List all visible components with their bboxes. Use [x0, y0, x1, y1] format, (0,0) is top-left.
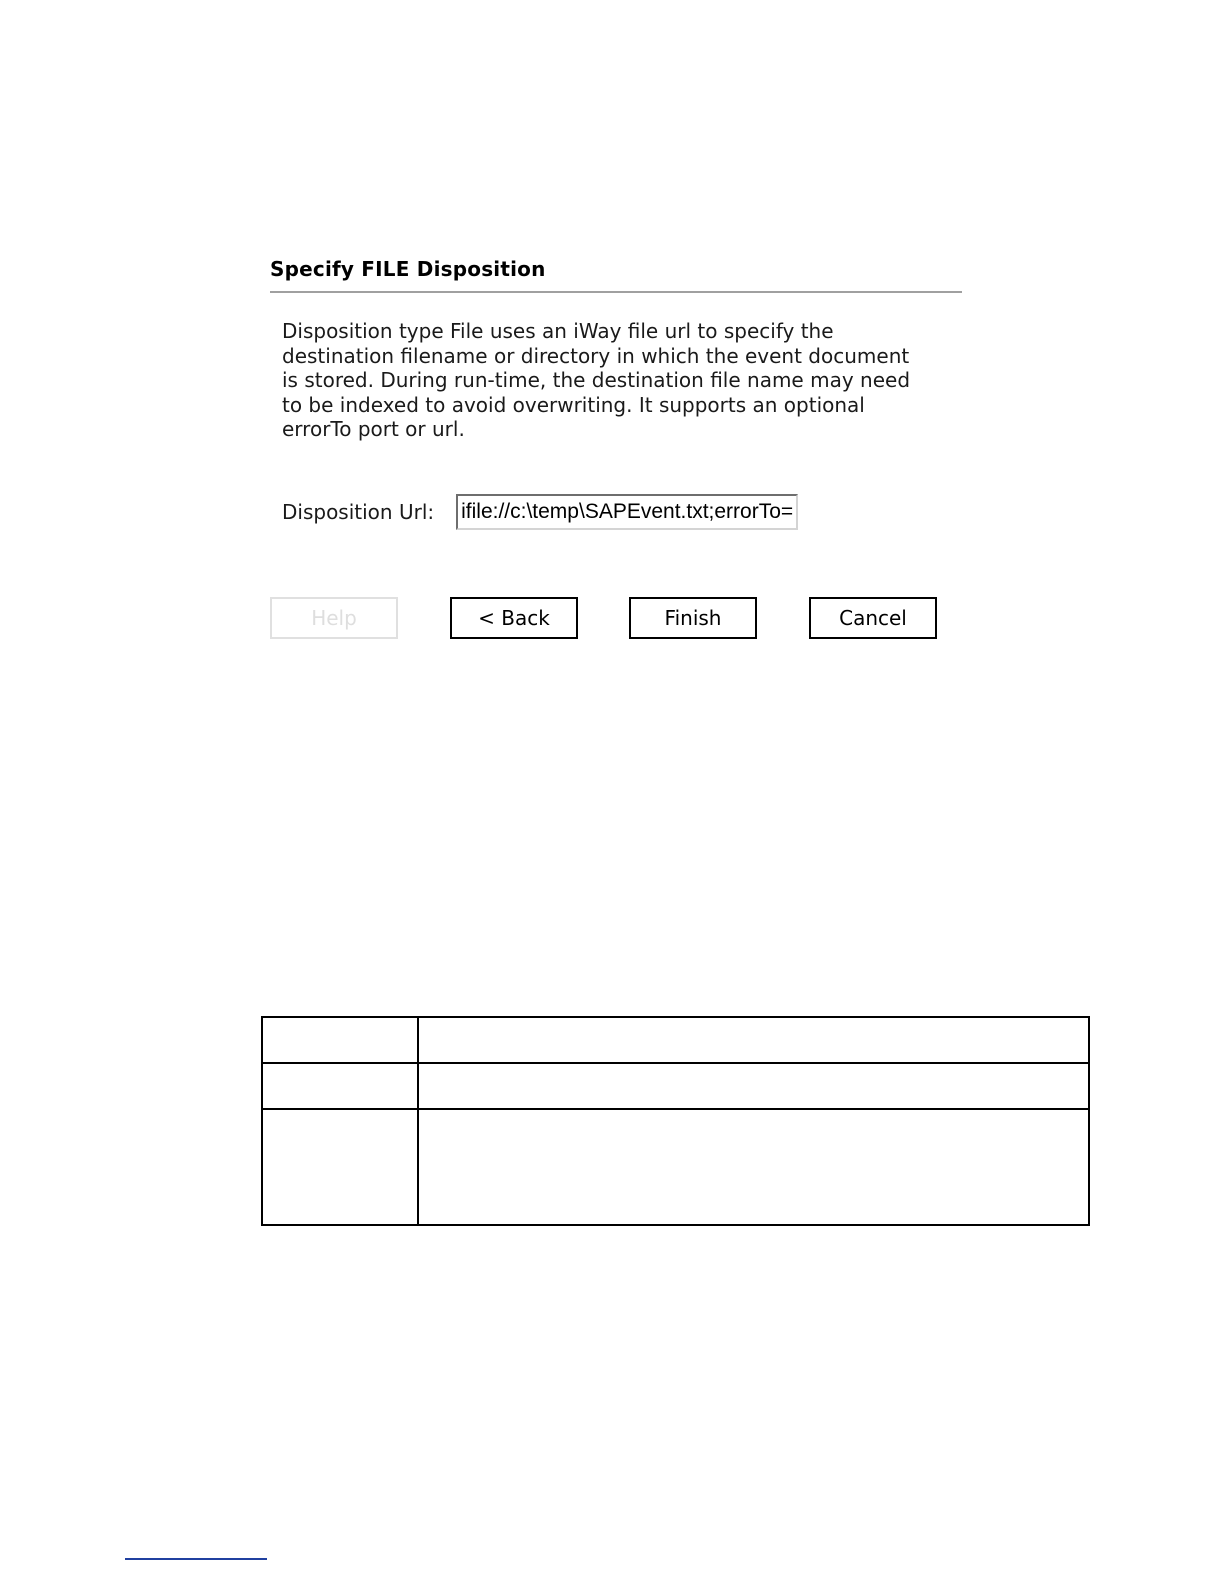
table-row	[262, 1017, 1089, 1063]
disposition-url-label: Disposition Url:	[282, 500, 435, 524]
help-button: Help	[270, 597, 398, 639]
footnote-separator	[125, 1558, 267, 1560]
table-cell	[418, 1063, 1089, 1109]
empty-table	[261, 1016, 1090, 1226]
finish-button[interactable]: Finish	[629, 597, 757, 639]
table-row	[262, 1109, 1089, 1225]
table-row	[262, 1063, 1089, 1109]
table-cell	[418, 1109, 1089, 1225]
table-cell	[262, 1109, 418, 1225]
table-cell	[262, 1017, 418, 1063]
disposition-description: Disposition type File uses an iWay file url to specify the destination filename or directory in which the event document is stored. During run-time, the destination file name may need to be indexed to avoid overwriting. It supports an optional errorTo port or url.	[282, 319, 911, 441]
disposition-url-input[interactable]	[456, 494, 798, 530]
file-disposition-dialog	[270, 255, 962, 650]
dialog-title: Specify FILE Disposition	[270, 257, 546, 281]
table-cell	[262, 1063, 418, 1109]
cancel-button[interactable]: Cancel	[809, 597, 937, 639]
back-button[interactable]: < Back	[450, 597, 578, 639]
disposition-url-row	[282, 493, 798, 531]
title-divider	[270, 291, 962, 293]
table-cell	[418, 1017, 1089, 1063]
dialog-button-bar	[270, 597, 962, 639]
